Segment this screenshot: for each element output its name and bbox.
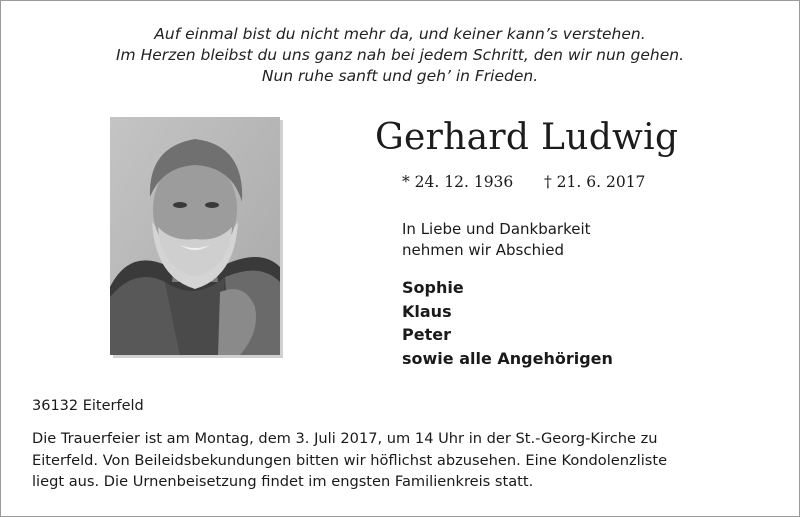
poem-line: Auf einmal bist du nicht mehr da, und keiner kann’s verstehen.	[154, 25, 646, 43]
mourners-list	[402, 276, 613, 370]
mourner-name: sowie alle Angehörigen	[402, 348, 613, 368]
notice-line: liegt aus. Die Urnenbeisetzung findet im engsten Familienkreis statt.	[32, 473, 534, 490]
portrait-photo	[110, 117, 280, 355]
portrait-image	[110, 117, 280, 355]
poem-line: Nun ruhe sanft und geh’ in Frieden.	[261, 67, 539, 85]
death-date: † 21. 6. 2017	[544, 173, 646, 191]
life-dates	[402, 172, 645, 192]
notice-line: Eiterfeld. Von Beileidsbekundungen bitten wir höflichst abzusehen. Eine Kondolenzliste	[32, 451, 668, 469]
deceased-name: Gerhard Ludwig	[375, 117, 679, 158]
mourner-name: Peter	[402, 325, 451, 344]
farewell-line: In Liebe und Dankbarkeit	[402, 220, 591, 238]
farewell-line: nehmen wir Abschied	[402, 241, 564, 259]
memorial-poem	[0, 24, 800, 87]
mourner-name: Klaus	[402, 301, 452, 321]
location-text: 36132 Eiterfeld	[32, 398, 144, 414]
birth-date: * 24. 12. 1936	[402, 173, 514, 191]
farewell-text	[402, 219, 591, 261]
poem-line: Im Herzen bleibst du uns ganz nah bei jedem Schritt, den wir nun gehen.	[115, 46, 685, 64]
mourner-name: Sophie	[402, 278, 464, 297]
funeral-notice	[32, 428, 772, 493]
notice-line: Die Trauerfeier ist am Montag, dem 3. Juli 2017, um 14 Uhr in der St.-Georg-Kirche zu	[32, 430, 658, 447]
